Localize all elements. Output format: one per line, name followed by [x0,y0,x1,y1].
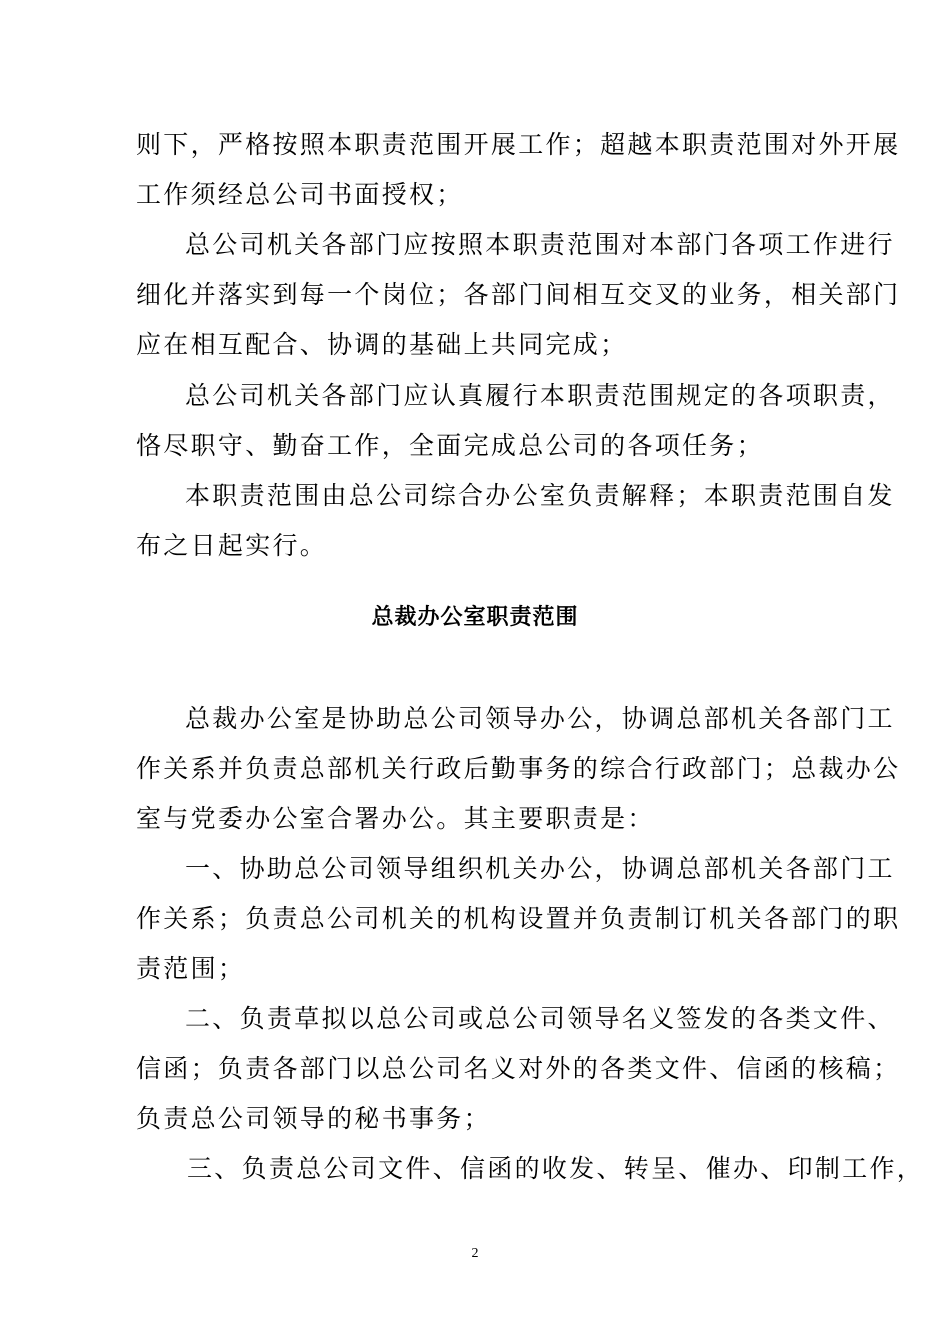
paragraph-line: 细化并落实到每一个岗位；各部门间相互交叉的业务，相关部门 [136,280,901,309]
paragraph-line: 作关系并负责总部机关行政后勤事务的综合行政部门；总裁办公 [136,754,901,783]
paragraph-line: 作关系；负责总公司机关的机构设置并负责制订机关各部门的职 [136,904,901,933]
paragraph-line: 负责总公司领导的秘书事务； [136,1104,491,1133]
paragraph-line: 应在相互配合、协调的基础上共同完成； [136,330,628,359]
paragraph-line: 信函；负责各部门以总公司名义对外的各类文件、信函的核稿； [136,1054,901,1083]
paragraph-line: 二、负责草拟以总公司或总公司领导名义签发的各类文件、 [185,1004,895,1033]
paragraph-line: 总公司机关各部门应认真履行本职责范围规定的各项职责， [185,381,895,410]
section-title: 总裁办公室职责范围 [371,605,579,630]
paragraph-line: 恪尽职守、勤奋工作，全面完成总公司的各项任务； [136,431,764,460]
paragraph-line: 总裁办公室是协助总公司领导办公，协调总部机关各部门工 [185,704,895,733]
paragraph-line: 本职责范围由总公司综合办公室负责解释；本职责范围自发 [185,481,895,510]
paragraph-line: 工作须经总公司书面授权； [136,180,464,209]
paragraph-line: 布之日起实行。 [136,531,328,560]
paragraph-line: 则下，严格按照本职责范围开展工作；超越本职责范围对外开展 [136,130,901,159]
paragraph-line: 总公司机关各部门应按照本职责范围对本部门各项工作进行 [185,230,895,259]
paragraph-line: 三、负责总公司文件、信函的收发、转呈、催办、印制工作， [187,1154,925,1183]
page-number: 2 [471,1246,479,1261]
paragraph-line: 一、协助总公司领导组织机关办公，协调总部机关各部门工 [185,854,895,883]
paragraph-line: 责范围； [136,954,246,983]
paragraph-line: 室与党委办公室合署办公。其主要职责是： [136,804,655,833]
